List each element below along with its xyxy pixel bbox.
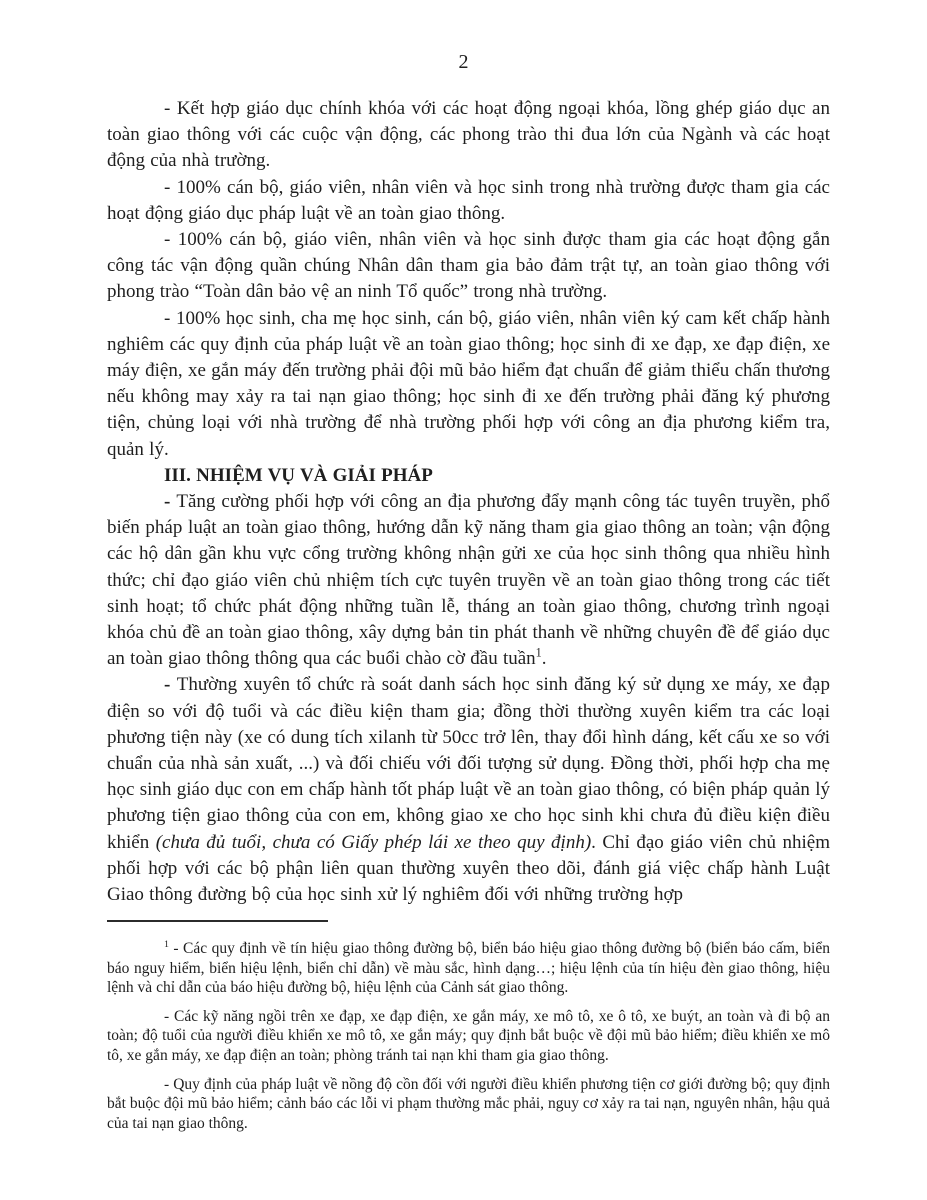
footnote: - Quy định của pháp luật về nồng độ cồn đối với người điều khiển phương tiện cơ giới đường bộ; quy định bắt buộc đội mũ bảo hiểm; cảnh báo các lỗi vi phạm thường mắc phải, nguy cơ xảy ra tai nạn, nguyên nhân, hậu quả của tai nạn giao thông. [107,1075,830,1132]
page-number: 2 [458,51,469,73]
body-paragraph: - 100% cán bộ, giáo viên, nhân viên và học sinh trong nhà trường được tham gia các hoạt động giáo dục pháp luật về an toàn giao thông. [107,176,830,224]
body-paragraph: - 100% học sinh, cha mẹ học sinh, cán bộ, giáo viên, nhân viên ký cam kết chấp hành nghiêm các quy định của pháp luật về an toàn giao thông; học sinh đi xe đạp, xe đạp điện, xe máy điện, xe gắn máy đến trường phải đội mũ bảo hiểm đạt chuẩn để giảm thiểu chấn thương nếu không may xảy ra tai nạn giao thông; học sinh đi xe đến trường phải đăng ký phương tiện, chủng loại với nhà trường để nhà trường phối hợp với công an địa phương kiểm tra, quản lý. [107,307,830,460]
footnote-separator [107,920,328,922]
body-paragraph: - Tăng cường phối hợp với công an địa phương đẩy mạnh công tác tuyên truyền, phổ biến pháp luật an toàn giao thông, hướng dẫn kỹ năng tham gia giao thông an toàn; vận động các hộ dân gần khu vực cổng trường không nhận gửi xe của học sinh thông qua nhiều hình thức; chỉ đạo giáo viên chủ nhiệm tích cực tuyên truyền về an toàn giao thông trong các tiết sinh hoạt; tổ chức phát động những tuần lễ, tháng an toàn giao thông, chương trình ngoại khóa chủ đề an toàn giao thông, xây dựng bản tin phát thanh về những chuyên đề để giáo dục an toàn giao thông thông qua các buổi chào cờ đầu tuần$^1$. [107,491,831,670]
section-heading: III. NHIỆM VỤ VÀ GIẢI PHÁP [164,464,433,486]
footnote-area [107,920,830,1133]
footnote: - Các kỹ năng ngồi trên xe đạp, xe đạp điện, xe gắn máy, xe mô tô, xe ô tô, xe buýt, an toàn và đi bộ an toàn; độ tuổi của người điều khiển xe mô tô, xe gắn máy; quy định bắt buộc về đội mũ bảo hiểm; điều khiển xe mô tô, xe gắn máy, xe đạp điện an toàn; phòng tránh tai nạn khi tham gia giao thông. [107,1007,830,1064]
body-paragraph: - 100% cán bộ, giáo viên, nhân viên và học sinh được tham gia các hoạt động gắn công tác vận động quần chúng Nhân dân tham gia bảo đảm trật tự, an toàn giao thông với phong trào “Toàn dân bảo vệ an ninh Tổ quốc” trong nhà trường. [107,229,830,303]
body-text [107,96,830,912]
body-paragraph: - Thường xuyên tổ chức rà soát danh sách học sinh đăng ký sử dụng xe máy, xe đạp điện so với độ tuổi và các điều kiện tham gia; đồng thời thường xuyên kiểm tra các loại phương tiện này (xe có dung tích xilanh từ 50cc trở lên, thay đổi hình dáng, kết cấu xe so với chuẩn của nhà sản xuất, ...) và đối chiếu với đối tượng sử dụng. Đồng thời, phối hợp cha mẹ học sinh giáo dục con em chấp hành tốt pháp luật về an toàn giao thông, có biện pháp quản lý phương tiện giao thông của con em, không giao xe cho học sinh khi chưa đủ điều kiện điều khiển (chưa đủ tuổi, chưa có Giấy phép lái xe theo quy định). Chỉ đạo giáo viên chủ nhiệm phối hợp với các bộ phận liên quan thường xuyên theo dõi, đánh giá việc chấp hành Luật Giao thông đường bộ của học sinh xử lý nghiêm đối với những trường hợp [107,674,831,906]
footnote: $^1$ - Các quy định về tín hiệu giao thông đường bộ, biển báo hiệu giao thông đường bộ (biển báo cấm, biển báo nguy hiểm, biển hiệu lệnh, biển chỉ dẫn) về màu sắc, hình dạng…; hiệu lệnh của tín hiệu đèn giao thông, hiệu lệnh và chỉ dẫn của báo hiệu đường bộ, hiệu lệnh của Cảnh sát giao thông. [107,938,830,997]
body-paragraph: - Kết hợp giáo dục chính khóa với các hoạt động ngoại khóa, lồng ghép giáo dục an toàn giao thông với các cuộc vận động, các phong trào thi đua lớn của Ngành và các hoạt động của nhà trường. [107,98,830,172]
